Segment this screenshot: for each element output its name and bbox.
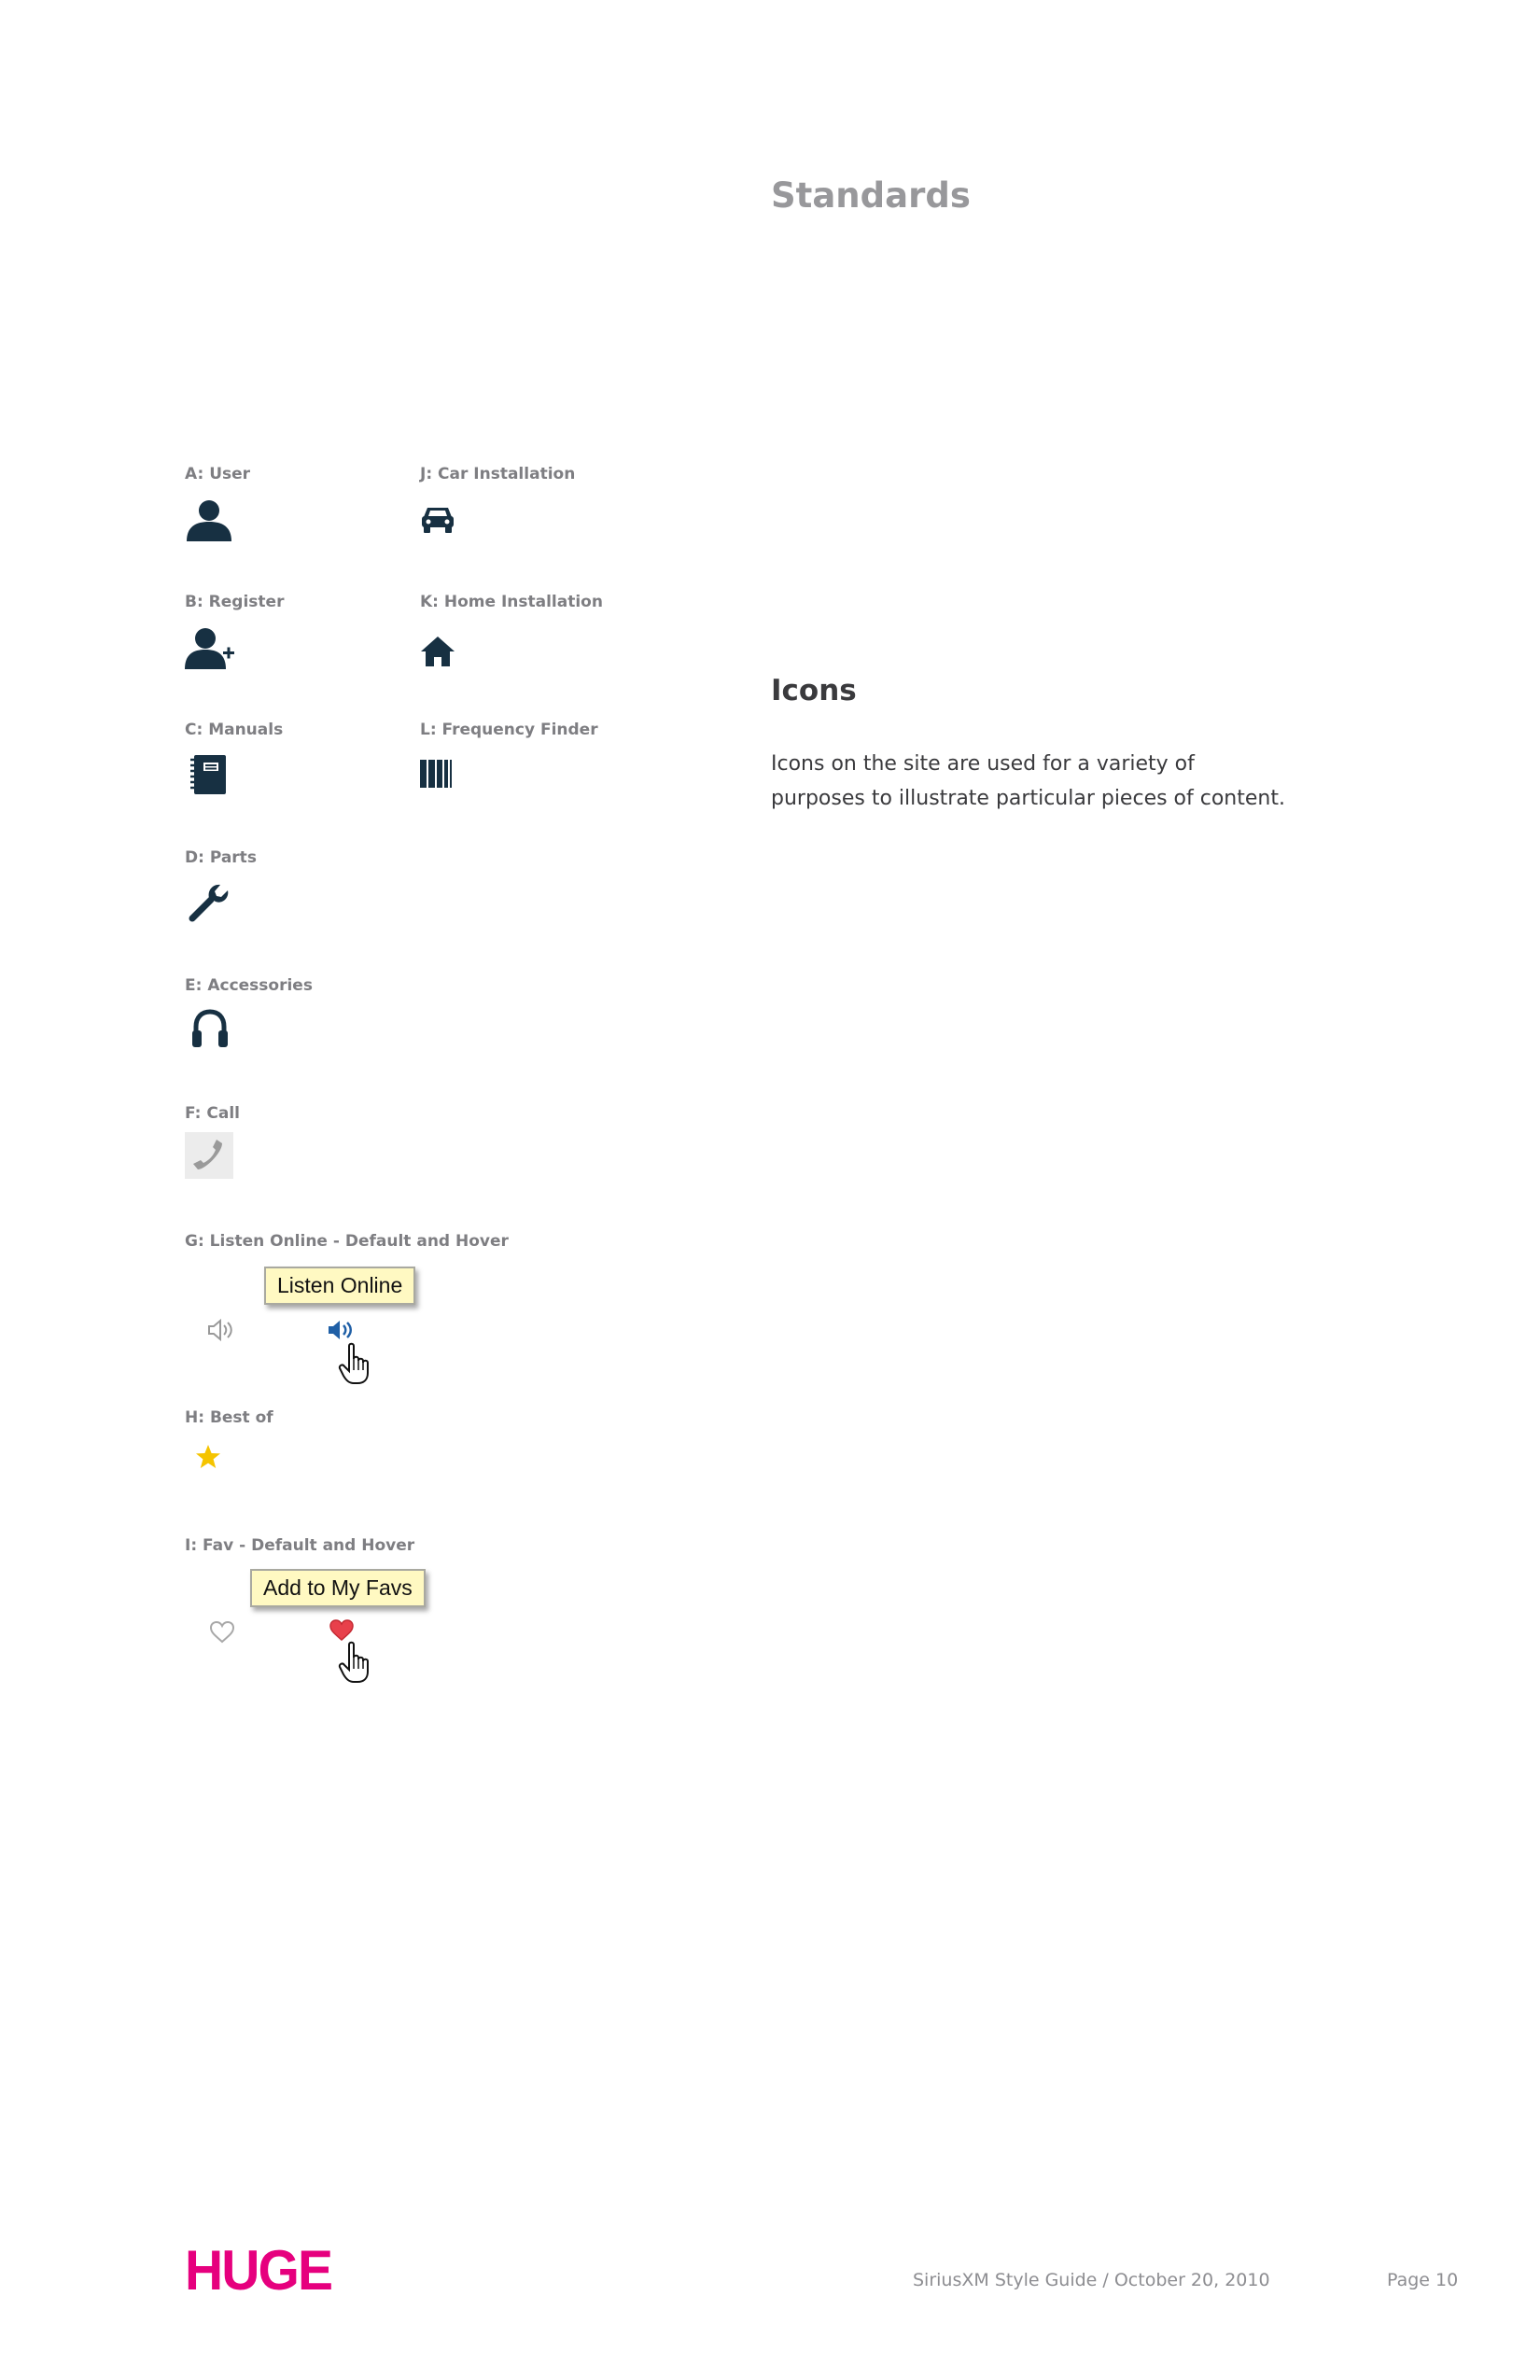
hand-cursor-icon [338, 1641, 375, 1684]
label-accessories: E: Accessories [185, 976, 313, 995]
register-icon [185, 626, 235, 669]
label-fav: I: Fav - Default and Hover [185, 1536, 415, 1555]
speaker-default-icon[interactable] [207, 1318, 235, 1342]
heart-default-icon[interactable] [209, 1620, 235, 1645]
manual-icon [189, 754, 228, 795]
label-home-installation: K: Home Installation [420, 593, 603, 611]
speaker-hover-icon[interactable] [327, 1318, 355, 1342]
label-call: F: Call [185, 1104, 241, 1123]
huge-logo: HUGE [185, 2239, 332, 2302]
label-manuals: C: Manuals [185, 721, 284, 739]
hand-cursor-icon [338, 1342, 375, 1385]
wrench-icon [187, 881, 231, 922]
user-icon [185, 498, 233, 541]
content-title: Icons [771, 674, 857, 707]
frequency-finder-icon [420, 758, 454, 790]
car-icon [420, 504, 455, 536]
headphones-icon [190, 1008, 230, 1049]
section-title: Standards [771, 175, 971, 216]
phone-icon[interactable] [185, 1132, 233, 1179]
listen-online-tooltip: Listen Online [264, 1267, 415, 1305]
star-icon[interactable] [194, 1443, 222, 1471]
label-user: A: User [185, 465, 251, 483]
home-icon [420, 635, 455, 668]
label-frequency-finder: L: Frequency Finder [420, 721, 598, 739]
heart-hover-icon[interactable] [329, 1618, 355, 1643]
label-best-of: H: Best of [185, 1408, 273, 1427]
label-register: B: Register [185, 593, 285, 611]
label-parts: D: Parts [185, 848, 257, 867]
content-body: Icons on the site are used for a variety of purposes to illustrate particular pieces of content. [771, 752, 1285, 810]
add-to-favs-tooltip: Add to My Favs [250, 1569, 426, 1607]
footer-document-info: SiriusXM Style Guide / October 20, 2010 [913, 2270, 1270, 2290]
page-number: Page 10 [1387, 2270, 1459, 2290]
label-car-installation: J: Car Installation [420, 465, 576, 483]
label-listen-online: G: Listen Online - Default and Hover [185, 1232, 509, 1251]
